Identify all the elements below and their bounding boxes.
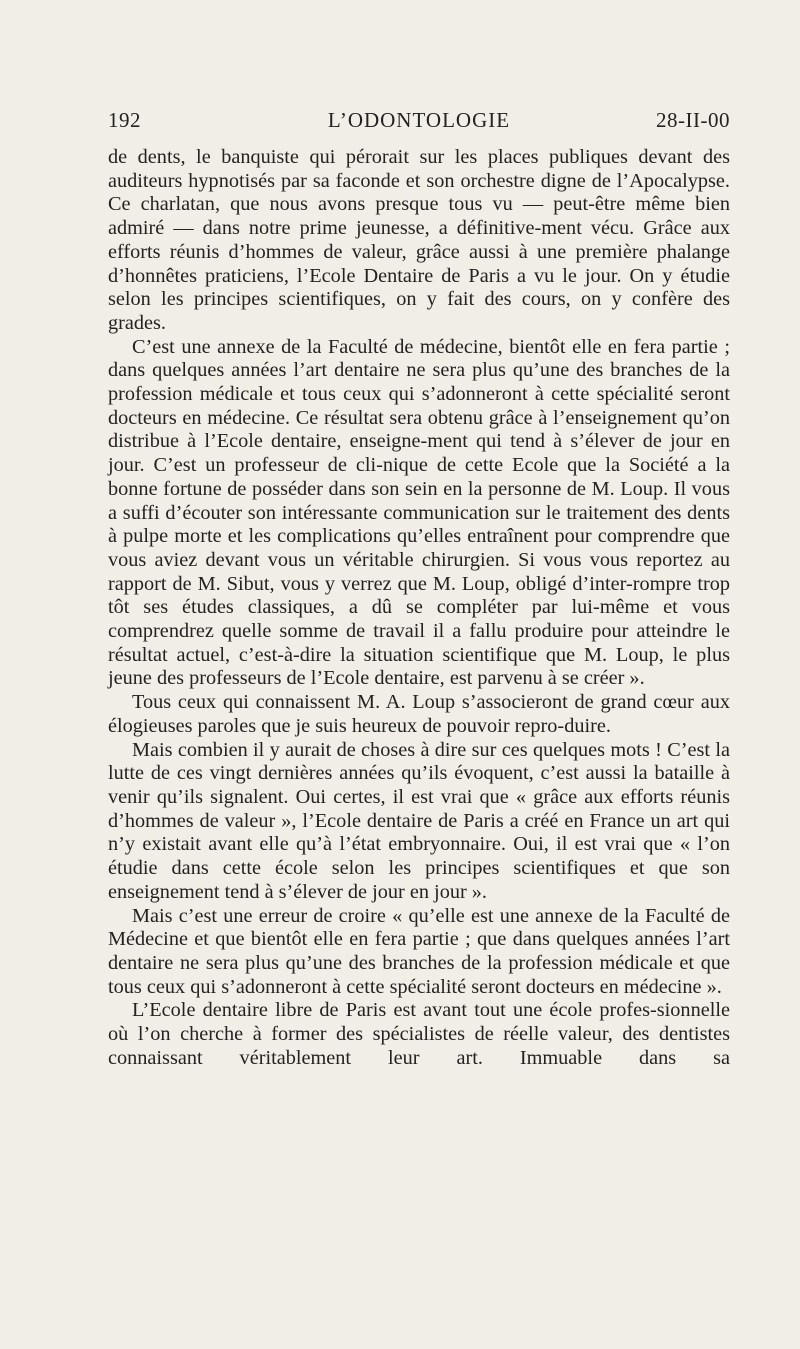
paragraph-1 — [108, 146, 730, 336]
paragraph-2 — [108, 336, 730, 692]
paragraph-5-text: Mais c’est une erreur de croire « qu’elle est une annexe de la Faculté de Médecine et que bientôt elle en fera partie ; que dans quelques années l’art dentaire ne sera plus qu’une des branches de la profession médicale et que tous ceux qui s’adonneront à cette spécialité seront docteurs en médecine ». — [108, 904, 730, 998]
issue-date: 28-II-00 — [656, 108, 730, 132]
page-number: 192 — [108, 108, 141, 132]
paragraph-4-text: Mais combien il y aurait de choses à dire sur ces quelques mots ! C’est la lutte de ces vingt dernières années qu’ils évoquent, c’est aussi la bataille à venir qu’ils signalent. Oui certes, il est vrai que « grâce aux efforts réunis d’hommes de valeur », l’Ecole dentaire de Paris a créé en France un art qui n’y existait avant elle qu’à l’état embryonnaire. Oui, il est vrai que « l’on étudie dans cette école selon les principes scientifiques et que son enseignement tend à s’élever de jour en jour ». — [108, 738, 730, 903]
paragraph-1-text: de dents, le banquiste qui pérorait sur les places publiques devant des auditeurs hypnotisés par sa faconde et son orchestre digne de l’Apocalypse. Ce charlatan, que nous avons presque tous vu — peut-être même bien admiré — dans notre prime jeunesse, a définitive-ment vécu. Grâce aux efforts réunis d’hommes de valeur, grâce aussi à une première phalange d’honnêtes praticiens, l’Ecole Dentaire de Paris a vu le jour. On y étudie selon les principes scientifiques, on y fait des cours, on y confère des grades. — [108, 146, 730, 334]
paragraph-4 — [108, 739, 730, 905]
paragraph-3-text: Tous ceux qui connaissent M. A. Loup s’associeront de grand cœur aux élogieuses paroles que je suis heureux de pouvoir repro-duire. — [108, 691, 730, 737]
paragraph-2-text: C’est une annexe de la Faculté de médecine, bientôt elle en fera partie ; dans quelques années l’art dentaire ne sera plus qu’une des branches de la profession médicale et tous ceux qui s’adonneront à cette spécialité seront docteurs en médecine. Ce résultat sera obtenu grâce à l’enseignement qu’on distribue à l’Ecole dentaire, enseigne-ment qui tend à s’élever de jour en jour. C’est un professeur de cli-nique de cette Ecole que la Société a la bonne fortune de posséder dans son sein en la personne de M. Loup. Il vous a suffi d’écouter son intéressante communication sur le traitement des dents à pulpe morte et les complications qu’elles entraînent pour comprendre que vous aviez devant vous un véritable chirurgien. Si vous vous reportez au rapport de M. Sibut, vous y verrez que M. Loup, obligé d’inter-rompre trop tôt ses études classiques, a dû se compléter par lui-même et vous comprendrez quelle somme de travail il a fallu produire pour atteindre le résultat actuel, c’est-à-dire la situation scientifique que M. Loup, le plus jeune des professeurs de l’Ecole dentaire, est parvenu à se créer ». — [108, 335, 730, 690]
paragraph-6-text: L’Ecole dentaire libre de Paris est avant tout une école profes-sionnelle où l’on cherche à former des spécialistes de réelle valeur, des dentistes connaissant véritablement leur art. Immuable dans sa — [108, 999, 730, 1069]
paragraph-5 — [108, 905, 730, 1000]
body-text — [108, 146, 730, 1070]
running-header — [108, 108, 730, 138]
paragraph-3 — [108, 691, 730, 738]
journal-title: L’ODONTOLOGIE — [327, 108, 511, 132]
paragraph-6 — [108, 999, 730, 1070]
